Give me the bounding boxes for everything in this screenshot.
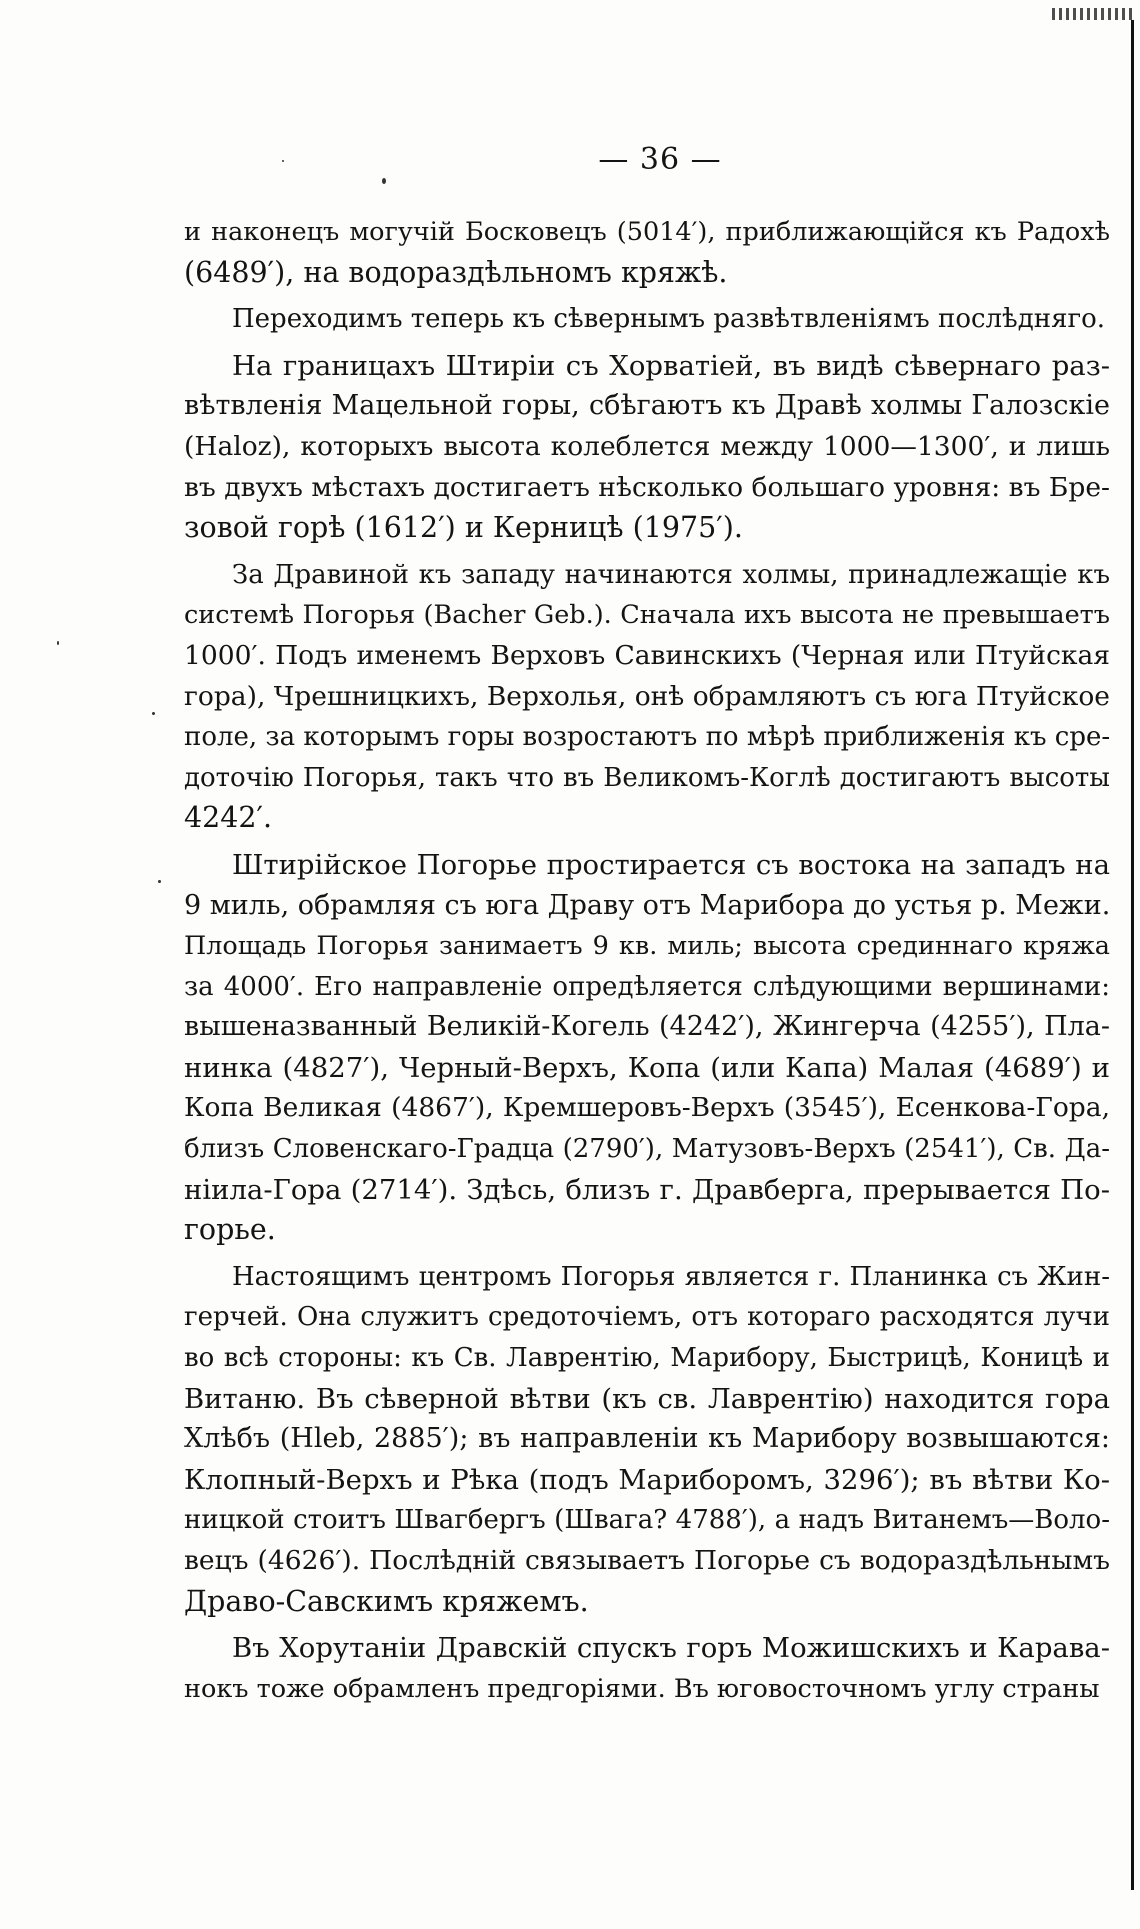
text-line: ніила-Гора (2714′). Здѣсь, близъ г. Дравберга, прерывается По- [184, 1173, 1110, 1206]
text-line: доточію Погорья, такъ что въ Великомъ-Коглѣ достигаютъ высоты [184, 762, 1110, 793]
text-line: (6489′), на водораздѣльномъ кряжѣ. [184, 255, 728, 289]
text-line: во всѣ стороны: къ Св. Лаврентію, Марибору, Быстрицѣ, Коницѣ и [184, 1343, 1110, 1374]
text-line: и наконецъ могучій Босковецъ (5014′), приближающійся къ Радохѣ [184, 217, 1110, 247]
text-line: Настоящимъ центромъ Погорья является г. Планинка съ Жин- [232, 1261, 1110, 1292]
text-line: Хлѣбъ (Hleb, 2885′); въ направленіи къ Марибору возвышаются: [184, 1423, 1110, 1455]
scan-speck [57, 641, 59, 645]
text-line: (Haloz), которыхъ высота колеблется между 1000—1300′, и лишь [184, 430, 1110, 462]
paragraph [184, 299, 1110, 340]
text-line: 4242′. [184, 801, 273, 835]
page-number: — 36 — [598, 142, 722, 177]
paragraph [184, 1628, 1110, 1709]
text-line: Площадь Погорья занимаетъ 9 кв. миль; высота срединнаго кряжа [184, 931, 1110, 962]
text-line: Витаню. Въ сѣверной вѣтви (къ св. Лаврентію) находится гора [184, 1382, 1110, 1415]
text-line: За Дравиной къ западу начинаются холмы, принадлежащіе къ [232, 559, 1110, 590]
text-line: нинка (4827′), Черный-Верхъ, Копа (или Капа) Малая (4689′) и [184, 1051, 1110, 1084]
body-text [184, 212, 1110, 1709]
text-line: герчей. Она служитъ средоточіемъ, отъ котораго расходятся лучи [184, 1302, 1110, 1333]
text-line: въ двухъ мѣстахъ достигаетъ нѣсколько большаго уровня: въ Бре- [184, 471, 1110, 503]
scan-speck [158, 880, 161, 883]
paragraph [184, 555, 1110, 839]
text-line: Переходимъ теперь къ сѣвернымъ развѣтвленіямъ послѣдняго. [232, 304, 1106, 335]
text-line: ницкой стоитъ Швагбергъ (Швага? 4788′), а надъ Витанемъ—Воло- [184, 1505, 1110, 1536]
text-line: вышеназванный Великій-Когель (4242′), Жингерча (4255′), Пла- [184, 1011, 1110, 1043]
text-line: Клопный-Верхъ и Рѣка (подъ Мариборомъ, 3296′); въ вѣтви Ко- [184, 1463, 1110, 1496]
text-line: На границахъ Штиріи съ Хорватіей, въ видѣ сѣвернаго раз- [232, 349, 1110, 382]
text-line: вецъ (4626′). Послѣдній связываетъ Погорье съ водораздѣльнымъ [184, 1545, 1110, 1576]
text-line: горье. [184, 1213, 276, 1247]
text-line: вѣтвленія Мацельной горы, сбѣгаютъ къ Дравѣ холмы Галозскіе [184, 390, 1110, 422]
scan-speck [152, 712, 155, 715]
paragraph [184, 346, 1110, 549]
text-line: системѣ Погорья (Bacher Geb.). Сначала ихъ высота не превышаетъ [184, 600, 1110, 631]
text-line: зовой горѣ (1612′) и Керницѣ (1975′). [184, 511, 743, 545]
paragraph [184, 845, 1110, 1251]
text-line: поле, за которымъ горы возростаютъ по мѣрѣ приближенія къ сре- [184, 722, 1111, 753]
text-line: гора), Чрешницкихъ, Верхолья, онѣ обрамляютъ съ юга Птуйское [184, 680, 1110, 712]
text-line: Штирійское Погорье простирается съ востока на западъ на [232, 848, 1110, 881]
scan-speck [382, 178, 386, 184]
text-line: нокъ тоже обрамленъ предгоріями. Въ юговосточномъ углу страны [184, 1673, 1100, 1704]
text-line: 1000′. Подъ именемъ Верховъ Савинскихъ (Черная или Птуйская [184, 639, 1110, 671]
page-edge-border [1131, 20, 1134, 1890]
text-line: близъ Словенскаго-Градца (2790′), Матузовъ-Верхъ (2541′), Св. Да- [184, 1134, 1110, 1165]
text-line: 9 миль, обрамляя съ юга Драву отъ Марибора до устья р. Межи. [184, 889, 1111, 921]
text-line: Въ Хорутаніи Дравскій спускъ горъ Можишскихъ и Карава- [232, 1632, 1110, 1665]
paragraph [184, 1257, 1110, 1622]
text-line: Драво-Савскимъ кряжемъ. [184, 1584, 589, 1618]
scan-edge-mark [1052, 8, 1132, 20]
paragraph [184, 212, 1110, 293]
text-line: Копа Великая (4867′), Кремшеровъ-Верхъ (3545′), Есенкова-Гора, [184, 1092, 1110, 1124]
text-line: за 4000′. Его направленіе опредѣляется слѣдующими вершинами: [184, 971, 1110, 1002]
